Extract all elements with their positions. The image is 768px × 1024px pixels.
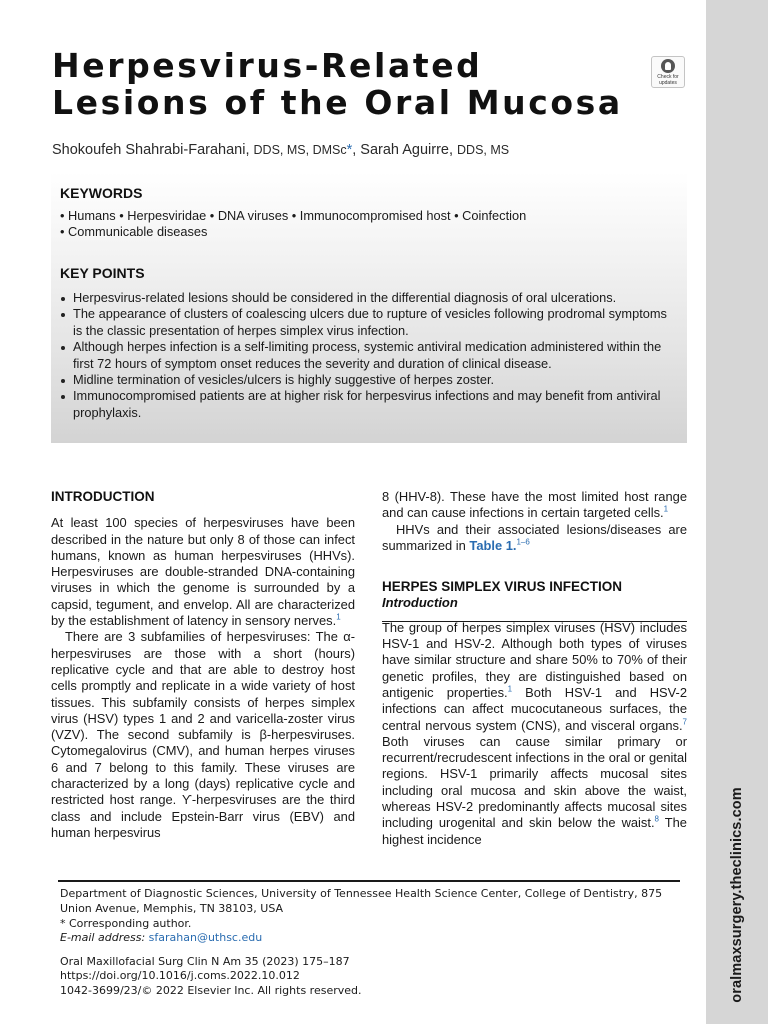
title-line-2: Lesions of the Oral Mucosa xyxy=(52,83,623,122)
key-point-item: Herpesvirus-related lesions should be considered in the differential diagnosis of oral ulcerations. xyxy=(60,290,675,306)
intro-paragraph-2: There are 3 subfamilies of herpesviruses: The α-herpesviruses are those with a short (hours) replicative cycle and that are able to destroy host cells promptly and replicate in a wide variety of host tissues. This subfamily consists of herpes simplex virus (HSV) types 1 and 2 and varicella-zoster virus (VZV). The second subfamily is β-herpesviruses. Cytomegalovirus (CMV), and human herpes viruses 6 and 7 belong to this family. These viruses are characterized by a long (days) replicative cycle and restricted host range. ϒ-herpesviruses are the third class and include Epstein-Barr virus (EBV) and human herpesvirus xyxy=(51,629,355,840)
affiliation-note: Department of Diagnostic Sciences, University of Tennessee Health Science Center, College of Dentistry, 875 Union Avenue, Memphis, TN 38103, USA xyxy=(60,887,663,915)
journal-sidebar xyxy=(706,0,768,1024)
citation-ref[interactable]: 7 xyxy=(682,717,687,727)
author-line xyxy=(52,142,509,158)
key-point-item: Immunocompromised patients are at higher risk for herpesvirus infections and may benefit from antiviral prophylaxis. xyxy=(60,388,675,421)
keywords-heading: KEYWORDS xyxy=(60,185,143,201)
author-2-name: , Sarah Aguirre, xyxy=(352,142,453,158)
key-point-item: Although herpes infection is a self-limiting process, systemic antiviral medication administered within the first 72 hours of symptom onset reduces the severity and duration of clinical disease. xyxy=(60,339,675,372)
author-1-name: Shokoufeh Shahrabi-Farahani, xyxy=(52,142,250,158)
key-point-item: Midline termination of vesicles/ulcers is highly suggestive of herpes zoster. xyxy=(60,372,675,388)
citation-ref[interactable]: 1 xyxy=(336,612,341,622)
citation-ref[interactable]: 8 xyxy=(654,815,659,825)
corresponding-author-mark[interactable]: * xyxy=(346,142,353,158)
footer-rule xyxy=(58,880,680,882)
key-point-item: The appearance of clusters of coalescing ulcers due to rupture of vesicles following prodromal symptoms is the classic presentation of herpes simplex virus infection. xyxy=(60,306,675,339)
hsv-heading: HERPES SIMPLEX VIRUS INFECTION xyxy=(382,579,623,595)
author-2-degrees: DDS, MS xyxy=(457,143,510,157)
check-for-updates-label: Check for updates xyxy=(657,74,679,86)
key-points-list xyxy=(60,290,675,421)
journal-url[interactable]: oralmaxsurgery.theclinics.com xyxy=(729,787,745,1003)
check-for-updates-button[interactable] xyxy=(651,56,685,88)
corresponding-author-note: * Corresponding author. xyxy=(60,917,192,930)
copyright-line: 1042-3699/23/© 2022 Elsevier Inc. All rights reserved. xyxy=(60,984,362,997)
right-column xyxy=(382,489,687,848)
email-label: E-mail address: xyxy=(60,931,146,944)
title-line-1: Herpesvirus-Related xyxy=(52,46,483,85)
keywords-line-1: • Humans • Herpesviridae • DNA viruses • Immunocompromised host • Coinfection xyxy=(60,208,527,223)
keywords-line-2: • Communicable diseases xyxy=(60,224,208,239)
journal-citation: Oral Maxillofacial Surg Clin N Am 35 (2023) 175–187 xyxy=(60,955,350,968)
citation-ref[interactable]: 1 xyxy=(663,505,669,514)
introduction-heading: INTRODUCTION xyxy=(51,489,155,504)
email-link[interactable]: sfarahan@uthsc.edu xyxy=(148,931,263,944)
intro-paragraph-1: At least 100 species of herpesviruses have been described in the nature but only 8 of those can infect humans, known as human herpesviruses (HHVs). Herpesviruses are double-stranded DNA-containing viruses in which the genome is surrounded by a capsid, tegument, and envelop. All are characterized by the establishment of latency in sensory nerves.$^1$ xyxy=(51,515,355,629)
author-1-degrees: DDS, MS, DMSc xyxy=(253,143,347,157)
intro-paragraph-2-continued: 8 (HHV-8). These have the most limited host range and can cause infections in certain targeted cells.$^1$ xyxy=(382,489,687,521)
key-points-heading: KEY POINTS xyxy=(60,265,145,281)
intro-paragraph-3: HHVs and their associated lesions/diseases are summarized in Table 1.$^{1-6}$ xyxy=(382,521,687,553)
table-1-link[interactable]: Table 1. xyxy=(469,537,517,553)
email-line xyxy=(60,930,262,945)
hsv-subheading: Introduction xyxy=(382,595,458,611)
section-divider xyxy=(382,621,687,622)
doi-link[interactable]: https://doi.org/10.1016/j.coms.2022.10.012 xyxy=(60,969,300,982)
left-column xyxy=(51,489,355,841)
bookmark-icon xyxy=(661,59,675,73)
article-title xyxy=(52,47,652,121)
citation-ref[interactable]: 1–6 xyxy=(516,537,530,547)
citation-ref[interactable]: 1 xyxy=(507,684,513,694)
hsv-paragraph: The group of herpes simplex viruses (HSV) includes HSV-1 and HSV-2. Although both types of viruses have similar structure and share 50% to 70% of their genetic profiles, they are distinguished based on antigenic properties.$^1$ Both HSV-1 and HSV-2 infections can affect mucocutaneous surfaces, the central nervous system (CNS), and visceral organs.$^7$ Both viruses can cause similar primary or recurrent/recrudescent infections in the oral or genital regions. HSV-1 primarily affects mucosal sites including oral mucosa and skin above the waist, whereas HSV-2 predominantly affects mucosal sites including urogenital and skin below the waist.$^8$ The highest incidence xyxy=(382,619,687,847)
keywords-keypoints-box xyxy=(51,172,687,443)
